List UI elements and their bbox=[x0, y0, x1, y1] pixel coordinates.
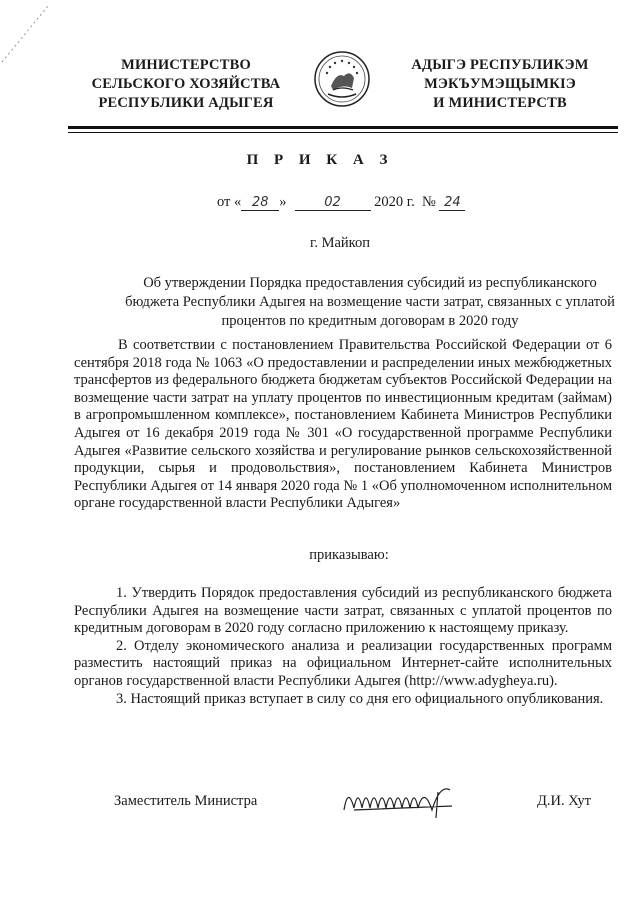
ministry-name-russian: МИНИСТЕРСТВО СЕЛЬСКОГО ХОЗЯЙСТВА РЕСПУБЛИКИ АДЫГЕЯ bbox=[91, 57, 281, 111]
header-rule-thin bbox=[68, 132, 618, 133]
order-year: 2020 г. bbox=[374, 194, 415, 210]
header-rule-thick bbox=[68, 126, 618, 129]
order-month: 02 bbox=[295, 196, 371, 211]
republic-emblem-icon bbox=[313, 50, 371, 108]
handwritten-signature bbox=[340, 780, 470, 822]
order-day: 28 bbox=[241, 196, 279, 211]
order-item: 1. Утвердить Порядок предоставления субсидий из республиканского бюджета Республики Адыгея на возмещение части затрат, связанных с уплатой процентов по кредитным договорам в 2020 году согласно приложению к настоящему приказу. bbox=[74, 585, 612, 637]
ministry-name-adyghe: АДЫГЭ РЕСПУБЛИКЭМ МЭКЪУМЭЩЫМКIЭ И МИНИСТЕРСТВ bbox=[411, 57, 589, 111]
signatory-role: Заместитель Министра bbox=[114, 793, 258, 809]
document-title: П Р И К А З bbox=[246, 152, 394, 168]
scan-corner-mark bbox=[0, 0, 70, 70]
order-item: 2. Отделу экономического анализа и реализации государственных программ разместить настоящий приказ на официальном Интернет-сайте исполнительных органов государственной власти Республики Адыгея (http://www.adygheya.ru). bbox=[74, 637, 612, 689]
order-items bbox=[74, 585, 612, 708]
order-city: г. Майкоп bbox=[310, 235, 370, 251]
preamble-paragraph: В соответствии с постановлением Правительства Российской Федерации от 6 сентября 2018 года № 1063 «О предоставлении и распределении иных межбюджетных трансфертов из федерального бюджета бюджетам субъектов Российской Федерации на возмещение части затрат на уплату процентов по инвестиционным кредитам (займам) в агропромышленном комплексе», постановлением Кабинета Министров Республики Адыгея от 16 декабря 2019 года № 301 «О государственной программе Республики Адыгея «Развитие сельского хозяйства и регулирование рынков сельскохозяйственной продукции, сырья и продовольствия», постановлением Кабинета Министров Республики Адыгея от 14 января 2020 года № 1 «Об уполномоченном исполнительном органе государственной власти Республики Адыгея» bbox=[74, 337, 612, 512]
signatory-name: Д.И. Хут bbox=[537, 793, 592, 809]
order-subject: Об утверждении Порядка предоставления субсидий из республиканского бюджета Республики Адыгея на возмещение части затрат, связанных с уплатой процентов по кредитным договорам в 2020 году bbox=[125, 275, 615, 329]
order-item: 3. Настоящий приказ вступает в силу со дня его официального опубликования. bbox=[116, 690, 604, 707]
order-date-line: от « 28 » 02 2020 г. № 24 bbox=[217, 194, 465, 211]
decree-word: приказываю: bbox=[309, 547, 389, 563]
order-number: 24 bbox=[439, 196, 465, 211]
